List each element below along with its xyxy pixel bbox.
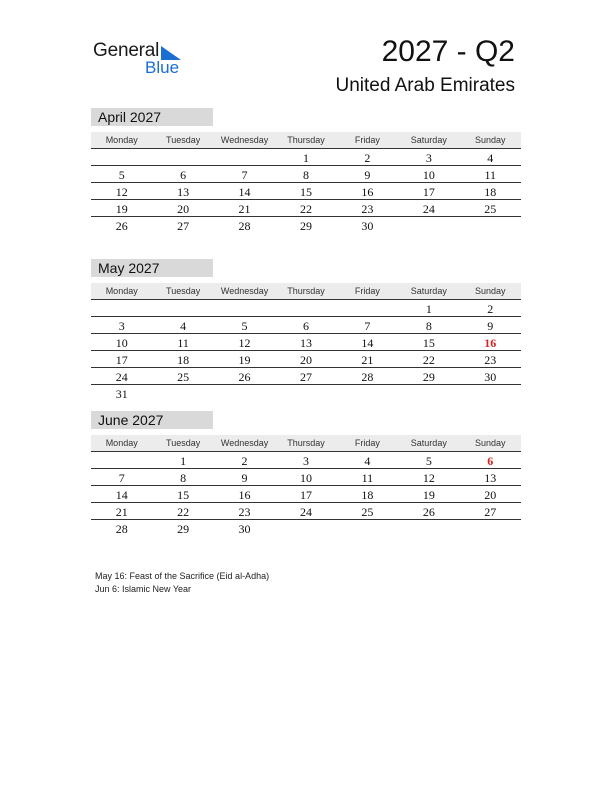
date-cell: 14	[238, 185, 251, 199]
weekday-label: Tuesday	[166, 438, 201, 448]
week-row	[91, 351, 521, 368]
date-cell	[152, 300, 213, 316]
date-cell	[275, 385, 336, 401]
date-cell: 18	[484, 185, 497, 199]
date-cell: 22	[422, 353, 435, 367]
date-cell: 8	[180, 471, 187, 485]
date-cell	[214, 149, 275, 165]
date-cell	[398, 385, 459, 401]
date-cell: 5	[425, 454, 432, 468]
date-cell: 25	[177, 370, 190, 384]
date-cell: 10	[115, 336, 128, 350]
date-cell	[337, 300, 398, 316]
date-cell: 26	[115, 219, 128, 233]
date-cell: 9	[487, 319, 494, 333]
weekday-label: Wednesday	[220, 286, 269, 296]
holiday-note: Jun 6: Islamic New Year	[95, 584, 192, 594]
date-cell: 25	[484, 202, 497, 216]
week-row	[91, 503, 521, 520]
date-cell: 7	[118, 471, 125, 485]
date-cell	[152, 385, 213, 401]
date-cell: 27	[484, 505, 497, 519]
date-cell: 29	[422, 370, 435, 384]
weekday-label: Thursday	[287, 438, 325, 448]
date-cell: 22	[177, 505, 190, 519]
date-cell: 29	[177, 522, 190, 536]
date-cell: 4	[180, 319, 187, 333]
holiday-date-cell: 6	[487, 454, 494, 468]
week-row	[91, 200, 521, 217]
weekday-label: Monday	[105, 135, 138, 145]
date-cell	[91, 149, 152, 165]
month-label: June 2027	[91, 411, 213, 429]
date-cell: 6	[302, 319, 309, 333]
date-cell	[214, 385, 275, 401]
date-cell: 20	[177, 202, 190, 216]
date-cell: 15	[299, 185, 312, 199]
week-row	[91, 385, 521, 401]
week-row	[91, 334, 521, 351]
weekday-label: Tuesday	[166, 135, 201, 145]
month-april	[91, 108, 521, 233]
date-cell: 27	[177, 219, 190, 233]
date-cell: 22	[299, 202, 312, 216]
date-cell: 3	[425, 151, 432, 165]
date-cell: 3	[118, 319, 125, 333]
date-cell: 28	[115, 522, 128, 536]
week-row	[91, 469, 521, 486]
weekday-label: Friday	[354, 438, 380, 448]
date-cell: 11	[361, 471, 374, 485]
generalblue-logo	[93, 40, 193, 80]
date-cell: 1	[180, 454, 187, 468]
date-cell: 12	[115, 185, 128, 199]
date-cell: 16	[238, 488, 251, 502]
weekday-label: Saturday	[410, 438, 447, 448]
weekday-label: Saturday	[410, 135, 447, 145]
date-cell: 27	[299, 370, 312, 384]
date-cell: 25	[361, 505, 374, 519]
date-cell	[152, 149, 213, 165]
date-cell: 13	[484, 471, 497, 485]
weekday-label: Sunday	[474, 135, 506, 145]
date-cell: 23	[238, 505, 251, 519]
date-cell: 17	[299, 488, 312, 502]
date-cell: 7	[241, 168, 248, 182]
date-cell	[275, 300, 336, 316]
month-label: May 2027	[91, 259, 213, 277]
holiday-notes	[95, 570, 269, 596]
week-row	[91, 183, 521, 200]
weekday-label: Sunday	[474, 438, 506, 448]
date-cell: 13	[299, 336, 312, 350]
date-cell: 6	[180, 168, 187, 182]
date-cell: 21	[238, 202, 251, 216]
date-cell	[214, 300, 275, 316]
weekday-label: Monday	[105, 438, 138, 448]
week-row	[91, 166, 521, 183]
date-cell: 26	[238, 370, 251, 384]
date-cell: 19	[422, 488, 435, 502]
weekday-label: Monday	[105, 286, 138, 296]
weekday-label: Friday	[354, 286, 380, 296]
page-title: 2027 - Q2	[381, 35, 515, 68]
date-cell: 8	[302, 168, 309, 182]
date-cell: 23	[484, 353, 497, 367]
date-cell: 12	[238, 336, 251, 350]
date-cell: 29	[299, 219, 312, 233]
country-name: United Arab Emirates	[335, 75, 515, 96]
date-cell: 2	[241, 454, 248, 468]
date-cell: 17	[422, 185, 435, 199]
date-cell: 5	[241, 319, 248, 333]
date-cell: 10	[299, 471, 312, 485]
date-cell: 30	[238, 522, 251, 536]
date-cell: 11	[177, 336, 189, 350]
date-cell: 1	[425, 302, 432, 316]
date-cell: 19	[115, 202, 128, 216]
date-cell: 24	[115, 370, 128, 384]
date-cell: 21	[361, 353, 374, 367]
date-cell: 9	[364, 168, 371, 182]
logo-word-general: General	[93, 40, 160, 61]
date-cell: 5	[118, 168, 125, 182]
week-row	[91, 452, 521, 469]
week-row	[91, 149, 521, 166]
date-cell: 11	[484, 168, 497, 182]
date-cell: 23	[361, 202, 374, 216]
date-cell: 4	[487, 151, 494, 165]
date-cell: 9	[241, 471, 248, 485]
date-cell: 3	[302, 454, 309, 468]
holiday-note: May 16: Feast of the Sacrifice (Eid al-Adha)	[95, 571, 270, 581]
weekday-header-row	[91, 283, 521, 300]
date-cell: 18	[177, 353, 190, 367]
date-cell: 1	[302, 151, 309, 165]
date-cell: 4	[364, 454, 371, 468]
weekday-label: Wednesday	[220, 135, 269, 145]
date-cell: 16	[361, 185, 374, 199]
logo-word-blue: Blue	[145, 58, 180, 77]
month-label: April 2027	[91, 108, 213, 126]
weekday-label: Tuesday	[166, 286, 201, 296]
date-cell: 19	[238, 353, 251, 367]
date-cell: 28	[238, 219, 251, 233]
date-cell: 17	[115, 353, 128, 367]
date-cell: 7	[364, 319, 371, 333]
date-cell	[275, 520, 336, 536]
date-cell: 15	[177, 488, 190, 502]
weekday-label: Sunday	[474, 286, 506, 296]
date-cell: 20	[299, 353, 312, 367]
weekday-label: Thursday	[287, 135, 325, 145]
date-cell: 14	[115, 488, 128, 502]
date-cell: 2	[487, 302, 494, 316]
date-cell	[337, 385, 398, 401]
holiday-date-cell: 16	[484, 336, 497, 350]
month-june	[91, 411, 521, 536]
date-cell: 30	[361, 219, 374, 233]
date-cell: 13	[177, 185, 190, 199]
date-cell: 20	[484, 488, 497, 502]
date-cell: 31	[115, 387, 128, 401]
weekday-label: Wednesday	[220, 438, 269, 448]
date-cell: 21	[115, 505, 128, 519]
date-cell	[460, 217, 521, 233]
date-cell: 24	[422, 202, 435, 216]
date-cell	[337, 520, 398, 536]
date-cell: 28	[361, 370, 374, 384]
date-cell	[398, 520, 459, 536]
date-cell	[398, 217, 459, 233]
date-cell: 30	[484, 370, 497, 384]
week-row	[91, 317, 521, 334]
weekday-header-row	[91, 132, 521, 149]
date-cell	[91, 300, 152, 316]
date-cell: 26	[422, 505, 435, 519]
date-cell: 24	[299, 505, 312, 519]
date-cell: 18	[361, 488, 374, 502]
week-row	[91, 520, 521, 536]
date-cell: 8	[425, 319, 432, 333]
date-cell: 2	[364, 151, 371, 165]
week-row	[91, 217, 521, 233]
weekday-label: Friday	[354, 135, 380, 145]
weekday-label: Saturday	[410, 286, 447, 296]
weekday-header-row	[91, 435, 521, 452]
date-cell: 12	[422, 471, 435, 485]
date-cell: 15	[422, 336, 435, 350]
month-may	[91, 259, 521, 401]
week-row	[91, 368, 521, 385]
date-cell	[460, 520, 521, 536]
date-cell	[91, 452, 152, 468]
date-cell: 10	[422, 168, 435, 182]
weekday-label: Thursday	[287, 286, 325, 296]
date-cell	[460, 385, 521, 401]
week-row	[91, 300, 521, 317]
week-row	[91, 486, 521, 503]
date-cell: 14	[361, 336, 374, 350]
